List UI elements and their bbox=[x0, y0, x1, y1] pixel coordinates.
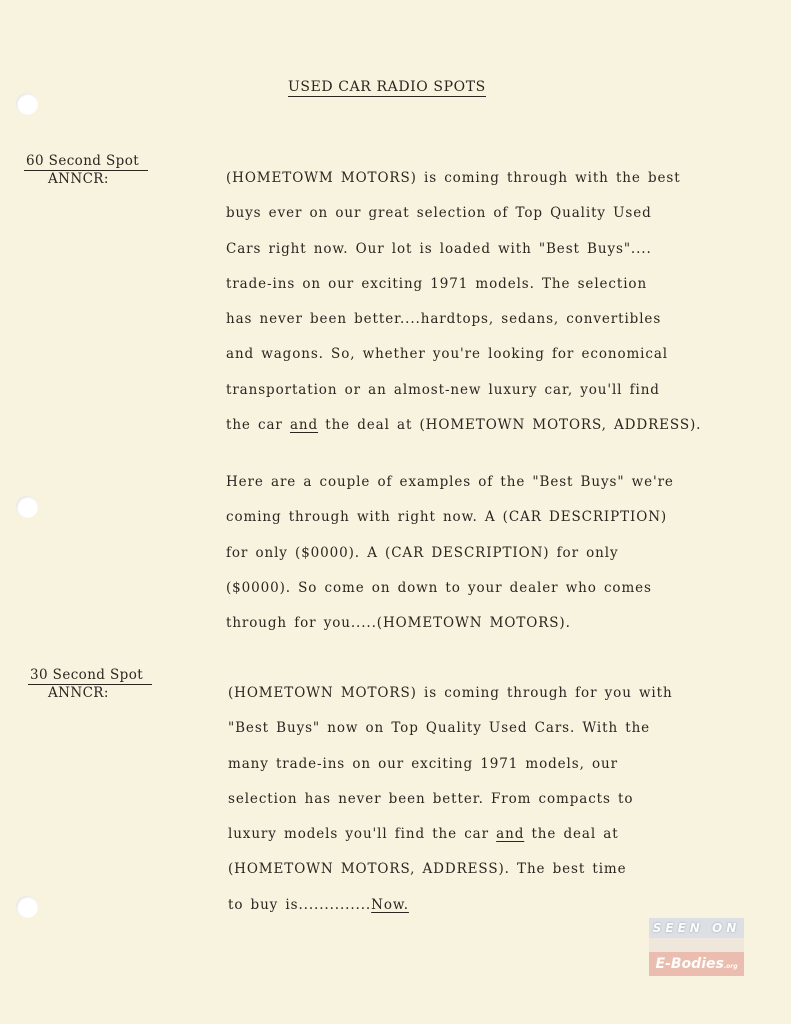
watermark-line-2 bbox=[649, 952, 744, 976]
text-segment: to buy is.............. bbox=[228, 896, 372, 913]
car-silhouette-icon bbox=[649, 938, 744, 952]
spot-60-speaker: ANNCR: bbox=[48, 171, 109, 187]
text-line: (HOMETOWN MOTORS) is coming through for you with bbox=[228, 685, 673, 701]
punch-hole bbox=[16, 496, 38, 518]
emphasis-underline: and bbox=[496, 826, 525, 843]
spot-30-title: 30 Second Spot bbox=[30, 667, 144, 683]
text-line bbox=[226, 416, 726, 451]
text-line: through for you.....(HOMETOWN MOTORS). bbox=[226, 615, 571, 632]
text-line: has never been better....hardtops, sedans, convertibles bbox=[226, 311, 662, 328]
punch-hole bbox=[16, 896, 38, 918]
text-line: (HOMETOWN MOTORS, ADDRESS). The best time bbox=[228, 861, 627, 878]
text-line: (HOMETOWM MOTORS) is coming through with the best bbox=[226, 170, 681, 186]
text-line: Cars right now. Our lot is loaded with "Best Buys".... bbox=[226, 240, 652, 257]
spot-30-speaker: ANNCR: bbox=[48, 685, 109, 701]
text-line: trade-ins on our exciting 1971 models. The selection bbox=[226, 275, 648, 292]
watermark-line-1: SEEN ON bbox=[649, 918, 744, 938]
text-line bbox=[228, 825, 728, 860]
text-segment: the deal at (HOMETOWN MOTORS, ADDRESS). bbox=[318, 417, 702, 434]
spot-60-title: 60 Second Spot bbox=[26, 153, 140, 169]
text-line: selection has never been better. From compacts to bbox=[228, 790, 634, 807]
text-line: many trade-ins on our exciting 1971 models, our bbox=[228, 755, 618, 772]
text-line: coming through with right now. A (CAR DESCRIPTION) bbox=[226, 509, 668, 526]
text-line: buys ever on our great selection of Top Quality Used bbox=[226, 205, 652, 222]
spot-60-paragraph-1 bbox=[226, 169, 726, 451]
punch-hole bbox=[16, 93, 38, 115]
text-segment: luxury models you'll find the car bbox=[228, 826, 497, 843]
text-line: transportation or an almost-new luxury car, you'll find bbox=[226, 381, 660, 398]
emphasis-underline: and bbox=[289, 417, 319, 434]
spot-60-paragraph-2 bbox=[226, 473, 726, 649]
emphasis-underline: Now. bbox=[371, 896, 409, 913]
seen-on-ebodies-watermark bbox=[649, 918, 744, 976]
text-line: for only ($0000). A (CAR DESCRIPTION) for only bbox=[226, 544, 619, 561]
watermark-suffix: .org bbox=[723, 963, 738, 970]
text-line: "Best Buys" now on Top Quality Used Cars. With the bbox=[228, 720, 651, 737]
spot-30-paragraph bbox=[228, 684, 728, 931]
spot-30-heading bbox=[28, 667, 152, 701]
text-line: and wagons. So, whether you're looking for economical bbox=[226, 346, 669, 363]
text-segment: the deal at bbox=[524, 826, 619, 843]
text-line: ($0000). So come on down to your dealer who comes bbox=[226, 579, 652, 596]
page-title: USED CAR RADIO SPOTS bbox=[288, 79, 486, 95]
watermark-brand: E-Bodies bbox=[655, 956, 724, 972]
text-segment: the car bbox=[226, 417, 290, 434]
spot-60-heading bbox=[24, 153, 148, 187]
text-line: Here are a couple of examples of the "Best Buys" we're bbox=[226, 474, 674, 490]
